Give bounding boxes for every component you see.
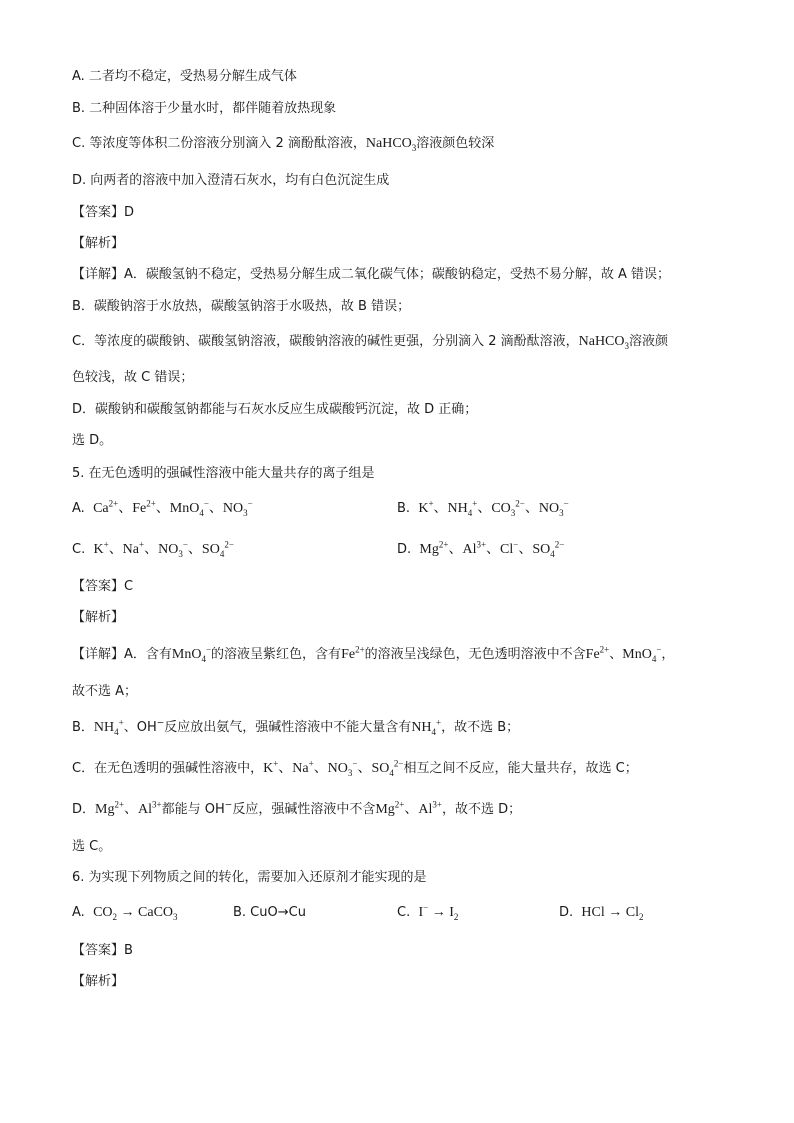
q4-detail-b: B．碳酸钠溶于水放热，碳酸氢钠溶于水吸热，故 B 错误； — [72, 299, 411, 314]
q4-option-c: C. 等浓度等体积二份溶液分别滴入 2 滴酚酞溶液，NaHCO$_3$溶液颜色较深 — [72, 136, 495, 153]
q5-answer: 【答案】C — [72, 579, 134, 594]
q5-option-a: A. $Ca^{2+}$、$Fe^{2+}$、MnO$_4$−、$NO_3^-$ — [72, 498, 253, 518]
q4-option-a: A. 二者均不稳定，受热易分解生成气体 — [72, 69, 297, 84]
q5-detail-c: C．在无色透明的强碱性溶液中，K+、Na+、$NO_3^-$、$SO_4^{2-}$相互之间不反应，能大量共存，故选 C； — [72, 758, 638, 778]
q4-option-b: B. 二种固体溶于少量水时，都伴随着放热现象 — [72, 101, 337, 116]
q5-choose: 选 C。 — [72, 839, 112, 854]
q4-detail-c-cont: 色较浅，故 C 错误； — [72, 370, 194, 385]
q4-option-d: D. 向两者的溶液中加入澄清石灰水，均有白色沉淀生成 — [72, 173, 390, 188]
q5-detail-a-cont: 故不选 A； — [72, 684, 138, 699]
q6-option-a: A. $CO_2$ → CaCO$_3$ — [72, 905, 178, 922]
q6-answer: 【答案】B — [72, 943, 133, 958]
q6-analysis-heading: 【解析】 — [72, 974, 125, 989]
q6-option-d: D. HCl → $Cl_2$ — [559, 905, 644, 922]
q6-option-c: C. $I^- \to I_2$ — [397, 902, 459, 922]
q4-detail-a: 【详解】A．碳酸氢钠不稳定，受热易分解生成二氧化碳气体；碳酸钠稳定，受热不易分解，故 A 错误； — [72, 267, 671, 282]
q4-answer: 【答案】D — [72, 205, 135, 220]
q5-detail-b: B．$NH_4^+$、OH−反应放出氨气，强碱性溶液中不能大量含有$NH_4^+$，故不选 B； — [72, 717, 520, 737]
q4-choose: 选 D。 — [72, 433, 113, 448]
q4-detail-d: D．碳酸钠和碳酸氢钠都能与石灰水反应生成碳酸钙沉淀，故 D 正确； — [72, 402, 478, 417]
q5-stem: 5. 在无色透明的强碱性溶液中能大量共存的离子组是 — [72, 466, 375, 481]
q4-detail-c: C．等浓度的碳酸钠、碳酸氢钠溶液，碳酸钠溶液的碱性更强，分别滴入 2 滴酚酞溶液，NaHCO$_3$溶液颜 — [72, 334, 669, 351]
q5-option-d: D. $Mg^{2+}$、$Al^{3+}$、Cl−、$SO_4^{2-}$ — [397, 539, 565, 559]
q6-option-b: B. CuO→Cu — [233, 905, 306, 920]
q5-analysis-heading: 【解析】 — [72, 610, 125, 625]
q5-detail-a: 【详解】A．含有MnO$_4$−的溶液呈紫红色，含有$Fe^{2+}$的溶液呈浅绿色，无色透明溶液中不含$Fe^{2+}$、MnO$_4$−， — [72, 644, 675, 664]
q5-option-c: C. K+、Na+、$NO_3^-$、$SO_4^{2-}$ — [72, 539, 234, 559]
q4-analysis-heading: 【解析】 — [72, 236, 125, 251]
q5-detail-d: D．$Mg^{2+}$、$Al^{3+}$都能与 OH−反应，强碱性溶液中不含$Mg^{2+}$、$Al^{3+}$，故不选 D； — [72, 799, 522, 817]
q5-option-b: B. K+、$NH_4^+$、$CO_3^{2-}$、$NO_3^-$ — [397, 498, 569, 518]
q6-stem: 6. 为实现下列物质之间的转化，需要加入还原剂才能实现的是 — [72, 870, 427, 885]
